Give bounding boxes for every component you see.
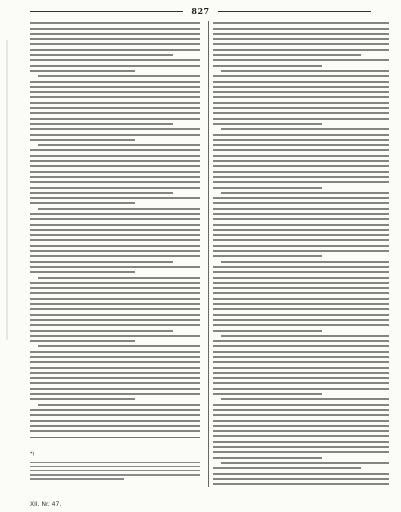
text-line	[30, 261, 173, 263]
header-rule-left	[30, 11, 183, 12]
text-line	[30, 335, 200, 337]
page-header	[22, 5, 379, 17]
text-line	[30, 372, 200, 374]
text-line	[221, 261, 389, 263]
text-line	[30, 382, 200, 384]
text-line	[213, 298, 389, 300]
text-line	[30, 330, 173, 332]
text-line	[213, 356, 389, 358]
text-line	[213, 277, 389, 279]
text-line	[221, 192, 389, 194]
text-line	[30, 181, 200, 183]
text-line	[30, 425, 200, 427]
text-line	[213, 155, 389, 157]
text-line	[213, 102, 389, 104]
text-line	[30, 28, 200, 30]
text-line	[213, 314, 389, 316]
text-line	[30, 229, 200, 231]
header-rule-right	[218, 11, 371, 12]
text-line	[213, 81, 389, 83]
text-line	[30, 356, 200, 358]
text-line	[213, 367, 389, 369]
text-line	[38, 144, 200, 146]
text-line	[30, 393, 200, 395]
text-line	[30, 271, 135, 273]
text-line	[38, 404, 200, 406]
text-line	[30, 149, 200, 151]
footnote-line	[30, 478, 124, 480]
text-line	[30, 176, 200, 178]
text-line	[213, 451, 389, 453]
text-line	[30, 49, 200, 51]
text-line	[213, 393, 322, 395]
text-line	[30, 239, 200, 241]
text-line	[213, 234, 389, 236]
text-line	[213, 239, 389, 241]
text-line	[30, 22, 200, 24]
text-line	[213, 361, 389, 363]
text-line	[38, 75, 200, 77]
text-line	[30, 324, 200, 326]
text-line	[213, 75, 389, 77]
text-line	[221, 398, 389, 400]
text-line	[213, 160, 389, 162]
text-line	[30, 340, 135, 342]
text-line	[213, 441, 389, 443]
text-line	[213, 388, 389, 390]
text-line	[30, 134, 200, 136]
text-line	[30, 234, 200, 236]
text-line	[30, 420, 200, 422]
text-line	[213, 54, 361, 56]
text-line	[30, 409, 200, 411]
text-line	[221, 128, 389, 130]
text-line	[213, 65, 322, 67]
text-line	[30, 282, 200, 284]
text-line	[213, 319, 389, 321]
text-line	[213, 308, 389, 310]
text-line	[213, 457, 322, 459]
text-line	[213, 255, 322, 257]
text-line	[213, 430, 389, 432]
text-line	[213, 224, 389, 226]
text-line	[213, 435, 389, 437]
text-line	[30, 91, 200, 93]
footnote-line	[30, 474, 200, 476]
text-line	[221, 335, 389, 337]
text-line	[213, 229, 389, 231]
text-line	[30, 112, 200, 114]
text-line	[30, 351, 200, 353]
text-line	[30, 38, 200, 40]
text-line	[213, 414, 389, 416]
text-line	[30, 388, 200, 390]
text-line	[30, 59, 200, 61]
text-line	[30, 96, 200, 98]
text-line	[213, 330, 322, 332]
text-line	[213, 149, 389, 151]
text-line	[30, 303, 200, 305]
text-line	[213, 245, 389, 247]
text-line	[213, 22, 389, 24]
text-line	[213, 351, 389, 353]
page-binding-edge	[6, 40, 8, 340]
text-line	[213, 176, 389, 178]
right-column	[213, 19, 389, 489]
text-line	[213, 49, 389, 51]
text-line	[213, 250, 389, 252]
text-columns	[30, 19, 379, 489]
text-line	[30, 314, 200, 316]
footnote-line	[30, 466, 200, 468]
text-line	[38, 345, 200, 347]
text-line	[30, 224, 200, 226]
text-line	[213, 197, 389, 199]
text-line	[213, 287, 389, 289]
text-line	[213, 96, 389, 98]
text-line	[213, 107, 389, 109]
text-line	[30, 287, 200, 289]
text-line	[213, 28, 389, 30]
text-line	[30, 160, 200, 162]
text-line	[30, 245, 200, 247]
text-line	[30, 202, 135, 204]
text-line	[30, 65, 200, 67]
text-line	[213, 303, 389, 305]
text-line	[30, 377, 200, 379]
text-line	[213, 59, 389, 61]
text-line	[30, 187, 200, 189]
text-line	[38, 208, 200, 210]
text-line	[213, 112, 389, 114]
text-line	[213, 91, 389, 93]
text-line	[213, 292, 389, 294]
text-line	[30, 155, 200, 157]
page-footer: XII. Nr. 47.	[30, 501, 62, 508]
text-line	[30, 398, 135, 400]
text-line	[213, 43, 389, 45]
text-line	[213, 340, 389, 342]
text-line	[213, 139, 389, 141]
text-line	[30, 414, 200, 416]
text-line	[213, 208, 389, 210]
text-line	[30, 165, 200, 167]
text-line	[30, 70, 135, 72]
page-number: 827	[191, 6, 210, 16]
text-line	[213, 171, 389, 173]
text-line	[30, 430, 200, 432]
text-line	[213, 134, 389, 136]
text-line	[30, 43, 200, 45]
text-line	[213, 38, 389, 40]
text-line	[213, 324, 389, 326]
text-line	[213, 118, 389, 120]
left-column	[30, 19, 200, 489]
text-line	[30, 139, 135, 141]
text-line	[213, 478, 389, 480]
text-line	[30, 292, 200, 294]
text-line	[213, 86, 389, 88]
text-line	[213, 377, 389, 379]
text-line	[213, 473, 389, 475]
text-line	[213, 420, 389, 422]
text-line	[30, 81, 200, 83]
text-line	[30, 123, 173, 125]
text-line	[213, 404, 389, 406]
text-line	[221, 462, 389, 464]
text-line	[213, 282, 389, 284]
text-line	[30, 33, 200, 35]
text-line	[213, 165, 389, 167]
text-line	[30, 86, 200, 88]
text-line	[213, 266, 389, 268]
text-line	[30, 250, 200, 252]
text-line	[30, 118, 200, 120]
text-line	[30, 54, 173, 56]
text-line	[213, 425, 389, 427]
footnote-line	[30, 462, 200, 464]
text-line	[30, 102, 200, 104]
text-line	[30, 308, 200, 310]
text-line	[30, 361, 200, 363]
text-line	[30, 298, 200, 300]
text-line	[30, 171, 200, 173]
text-line	[30, 197, 200, 199]
text-line	[213, 271, 389, 273]
text-line	[30, 255, 200, 257]
text-line	[213, 409, 389, 411]
text-line	[30, 218, 200, 220]
text-line	[213, 202, 389, 204]
text-line	[30, 213, 200, 215]
text-line	[38, 277, 200, 279]
text-line	[213, 218, 389, 220]
text-line	[213, 446, 389, 448]
text-line	[213, 483, 389, 485]
text-line	[213, 372, 389, 374]
text-line	[30, 128, 200, 130]
text-line	[30, 107, 200, 109]
text-line	[213, 345, 389, 347]
text-line	[213, 213, 389, 215]
text-line	[30, 192, 173, 194]
text-line	[213, 187, 322, 189]
text-line	[213, 144, 389, 146]
text-line	[213, 467, 361, 469]
text-line	[213, 123, 322, 125]
text-line	[30, 266, 200, 268]
footnote-marker: *)	[30, 451, 35, 458]
text-line	[30, 319, 200, 321]
footnote-line	[30, 470, 200, 472]
text-line	[30, 367, 200, 369]
text-line	[213, 181, 389, 183]
text-line	[213, 382, 389, 384]
column-divider	[208, 21, 209, 487]
footnote	[30, 437, 200, 479]
text-line	[213, 33, 389, 35]
text-line	[221, 70, 389, 72]
